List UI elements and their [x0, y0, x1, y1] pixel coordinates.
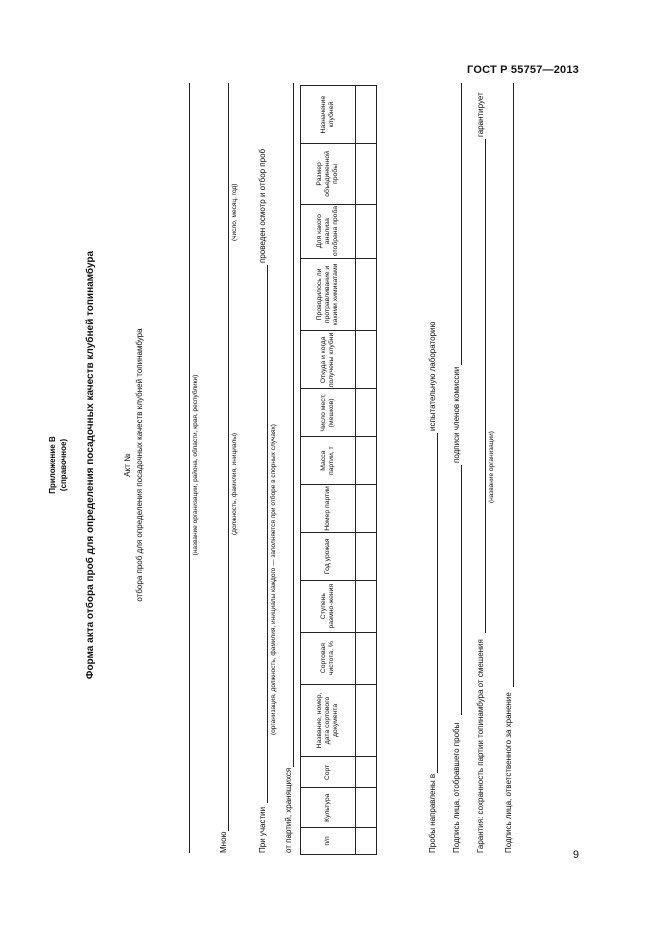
table-cell[interactable]: [356, 684, 377, 757]
table-cell[interactable]: [356, 827, 377, 854]
signature-line[interactable]: [461, 465, 462, 715]
header-cell: Культура: [301, 788, 356, 827]
sent-line[interactable]: [437, 433, 438, 773]
header-cell: п/п: [301, 827, 356, 854]
rotated-form: [48, 65, 518, 865]
participation-hint: (организация, должность, фамилия, инициалы каждого — заполняется при отборе в спорных случаях): [270, 424, 277, 735]
position-hint: (должность, фамилия, инициалы): [231, 432, 238, 535]
table-cell[interactable]: [356, 580, 377, 632]
table-cell[interactable]: [356, 331, 377, 389]
act-label: Акт №: [123, 453, 132, 477]
sent-label: Пробы направлены в: [428, 773, 437, 853]
stored-line[interactable]: [293, 83, 294, 767]
sent-tail: испытательную лабораторию: [428, 321, 437, 431]
table-cell[interactable]: [356, 86, 377, 144]
header-cell: Проводилось ли протравливание и какими химикатами: [301, 258, 356, 331]
header-cell: Номер партии: [301, 485, 356, 533]
appendix-subtitle: (справочное): [59, 438, 68, 492]
guarantee-line[interactable]: [485, 139, 486, 633]
org-hint: (название организации, района, области, края, республики): [192, 374, 199, 556]
table-cell[interactable]: [356, 632, 377, 684]
header-cell: Сортовая чистота, %: [301, 632, 356, 684]
date-hint: (число, месяц, год): [231, 183, 238, 241]
table-cell[interactable]: [356, 485, 377, 533]
table-cell[interactable]: [356, 437, 377, 485]
by-me-line[interactable]: [228, 83, 229, 831]
header-cell: Год урожая: [301, 532, 356, 580]
standard-number: ГОСТ Р 55757—2013: [467, 64, 579, 76]
participation-line[interactable]: [267, 265, 268, 803]
table-cell[interactable]: [356, 532, 377, 580]
storage-label: Подпись лица, ответственного за хранение: [504, 692, 513, 853]
org-line[interactable]: [189, 83, 190, 853]
header-cell: Для какого анализа отобрана проба: [301, 204, 356, 258]
act-table: [300, 85, 377, 855]
page-number: 9: [572, 849, 579, 861]
table-cell[interactable]: [356, 389, 377, 437]
signature-label: Подпись лица, отобравшего пробы: [452, 722, 461, 853]
table-cell[interactable]: [356, 258, 377, 331]
form-title: Форма акта отбора проб для определения посадочных качеств клубней топинамбура: [85, 250, 96, 680]
commission-line[interactable]: [461, 83, 462, 365]
storage-line[interactable]: [513, 83, 514, 687]
table-cell[interactable]: [356, 144, 377, 204]
signature-tail: подписи членов комиссии: [452, 366, 461, 463]
table-cell[interactable]: [356, 204, 377, 258]
header-cell: Сорт: [301, 757, 356, 788]
by-me-label: Мною: [219, 831, 228, 853]
participation-label: При участии: [258, 806, 267, 853]
act-purpose: отбора проб для определения посадочных качеств клубней топинамбура: [135, 328, 144, 602]
stored-label: от партий, хранящихся: [284, 767, 293, 853]
table-header-row: [301, 86, 356, 855]
header-cell: Откуда и когда получены клубни: [301, 331, 356, 389]
header-cell: Ступень размно-жения: [301, 580, 356, 632]
header-cell: Название, номер, дата сортового документа: [301, 684, 356, 757]
guarantee-tail: гарантирует: [476, 92, 485, 137]
header-cell: Масса партии, т: [301, 437, 356, 485]
header-cell: Число мест, (мешков): [301, 389, 356, 437]
appendix-title: Приложение В: [48, 436, 57, 494]
table-row: [356, 86, 377, 855]
header-cell: Размер объединенной пробы: [301, 144, 356, 204]
participation-tail: проведен осмотр и отбор проб: [258, 148, 267, 263]
guarantee-label: Гарантия: сохранность партии топинамбура от смешения: [476, 639, 485, 853]
header-cell: Назначение клубней: [301, 86, 356, 144]
org-name-hint: (название организации): [488, 431, 495, 503]
table-cell[interactable]: [356, 757, 377, 788]
table-cell[interactable]: [356, 788, 377, 827]
